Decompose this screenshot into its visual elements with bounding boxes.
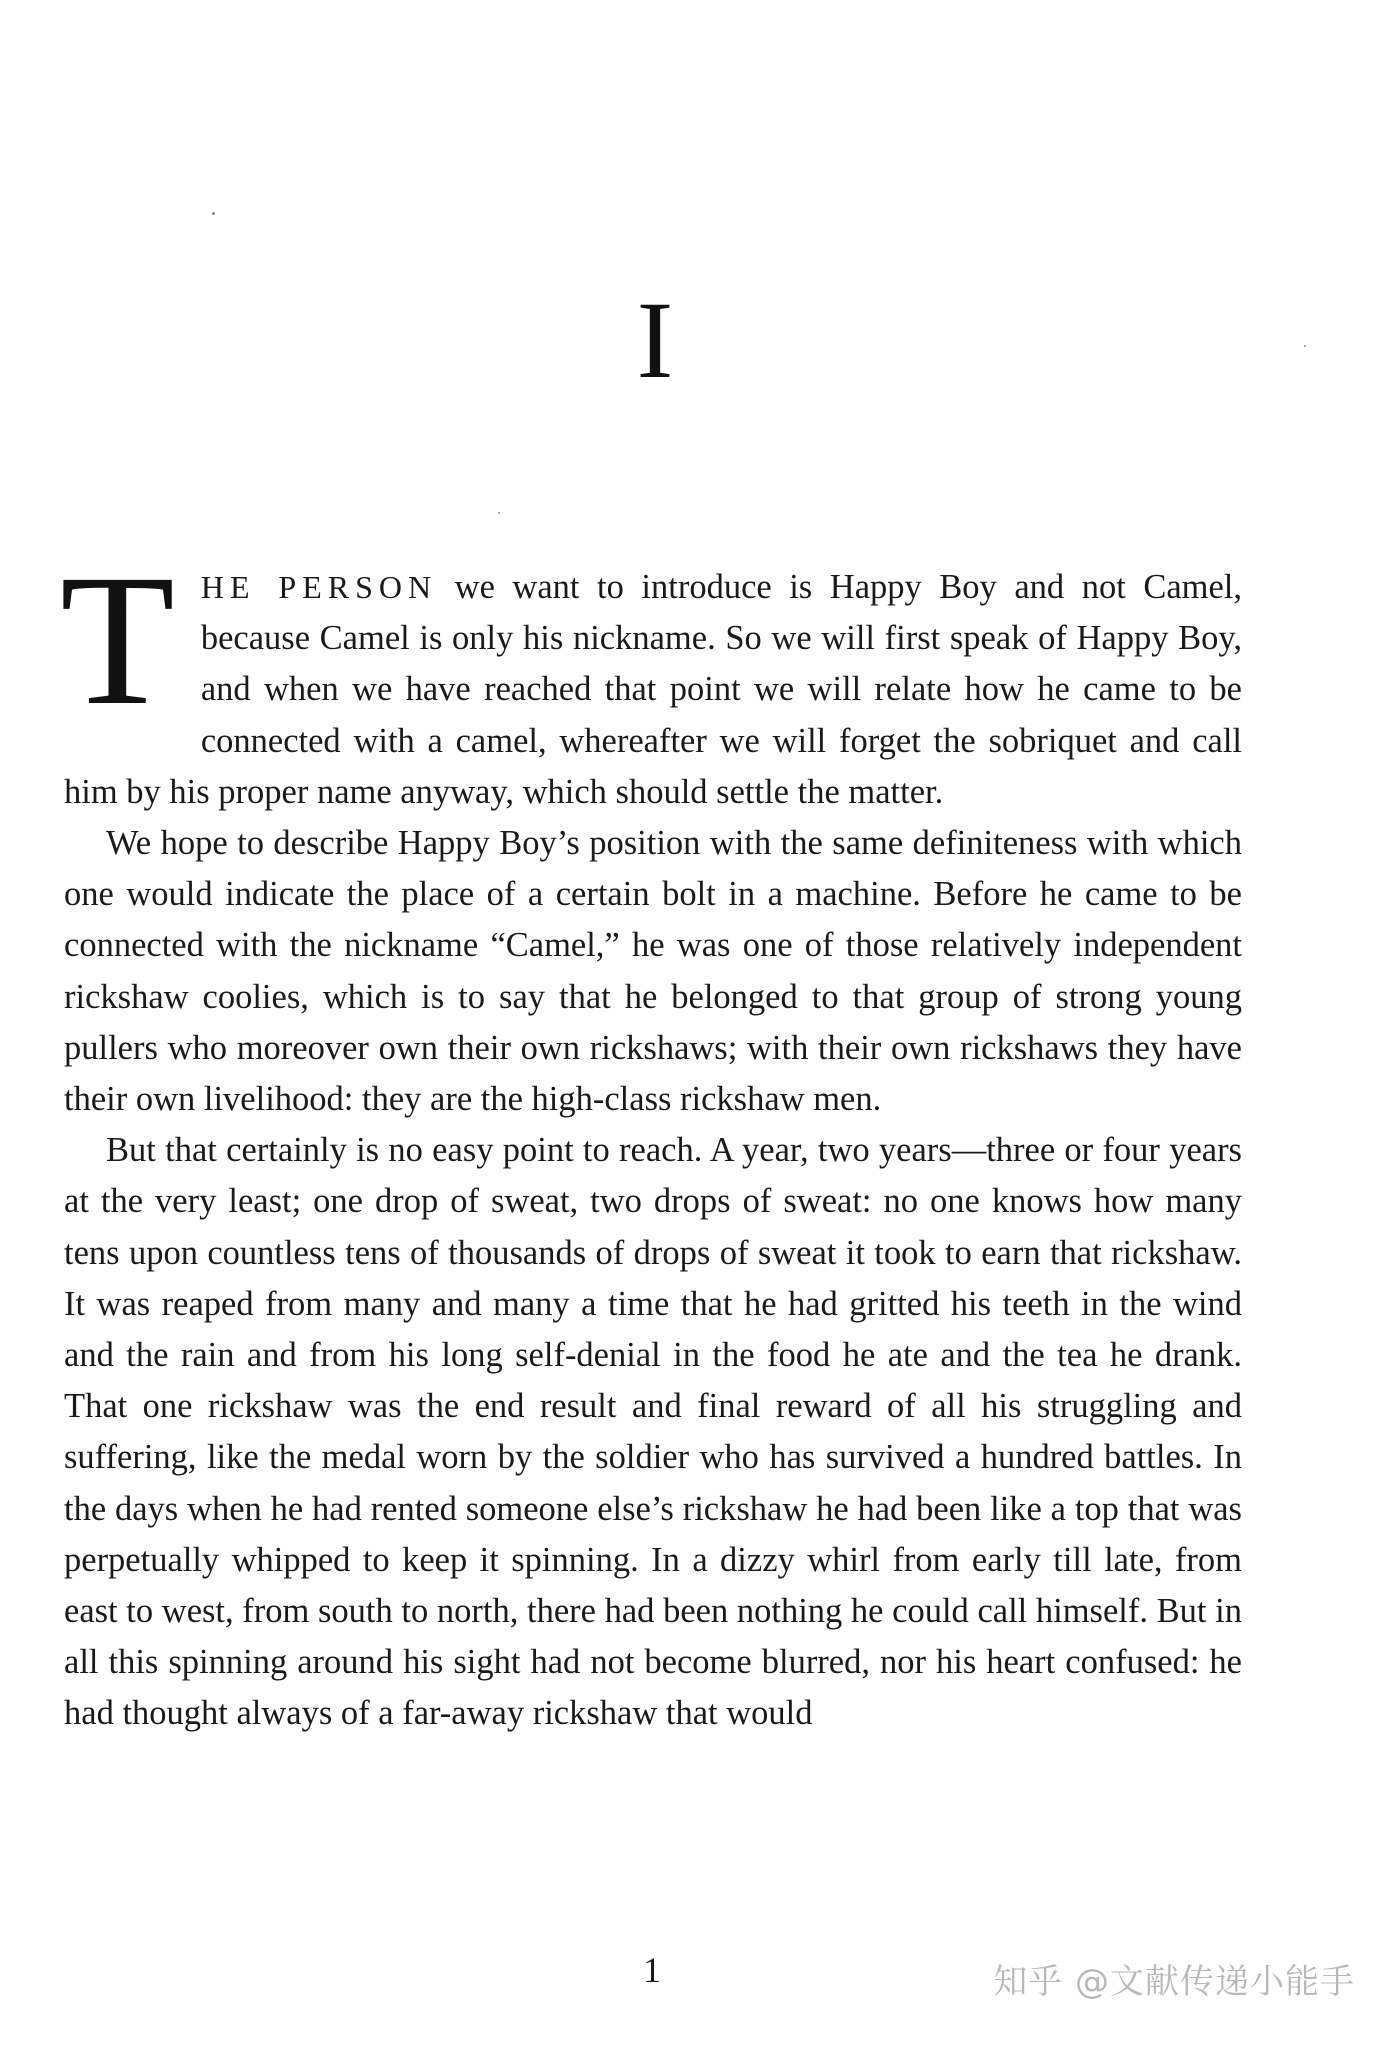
- paragraph-1: [60, 535, 1242, 818]
- paragraph-2: We hope to describe Happy Boy’s position with the same definiteness with which one would indicate the place of a certain bolt in a machine. Before he came to be connected with the nickname “Camel,” he was one of those relatively independent rickshaw coolies, which is to say that he belonged to that group of strong young pullers who moreover own their own rickshaws; with their own rickshaws they have their own livelihood: they are the high-class rickshaw men.: [64, 824, 1242, 1119]
- chapter-number: I: [636, 279, 676, 401]
- chapter-text: [60, 535, 1242, 1740]
- paragraph-3: But that certainly is no easy point to reach. A year, two years—three or four years at the very least; one drop of sweat, two drops of sweat: no one knows how many tens upon countless tens of thousands of drops of sweat it took to earn that rickshaw. It was reaped from many and many a time that he had gritted his teeth in the wind and the rain and from his long self-denial in the food he ate and the tea he drank. That one rickshaw was the end result and final reward of all his struggling and suffering, like the medal worn by the soldier who has survived a hundred battles. In the days when he had rented someone else’s rickshaw he had been like a top that was perpetually whipped to keep it spinning. In a dizzy whirl from early till late, from east to west, from south to north, there had been nothing he could call himself. But in all this spinning around his sight had not become blurred, nor his heart confused: he had thought always of a far-away rickshaw that would: [64, 1131, 1242, 1733]
- print-speck: [498, 512, 500, 514]
- opening-small-caps: HE PERSON: [200, 569, 438, 605]
- paragraph-text: we want to introduce is Happy Boy and not Camel, because Camel is only his nickname. So we will first speak of Happy Boy, and when we have reached that point we will relate how he came to be connected with a camel, whereafter we will forget the sobriquet and call him by his proper name anyway, which should settle the matter.: [64, 568, 1242, 811]
- watermark: 知乎 @文献传递小能手: [993, 1962, 1355, 2002]
- drop-cap: T: [60, 535, 175, 744]
- print-speck: [212, 212, 215, 215]
- page-number: 1: [643, 1950, 661, 1990]
